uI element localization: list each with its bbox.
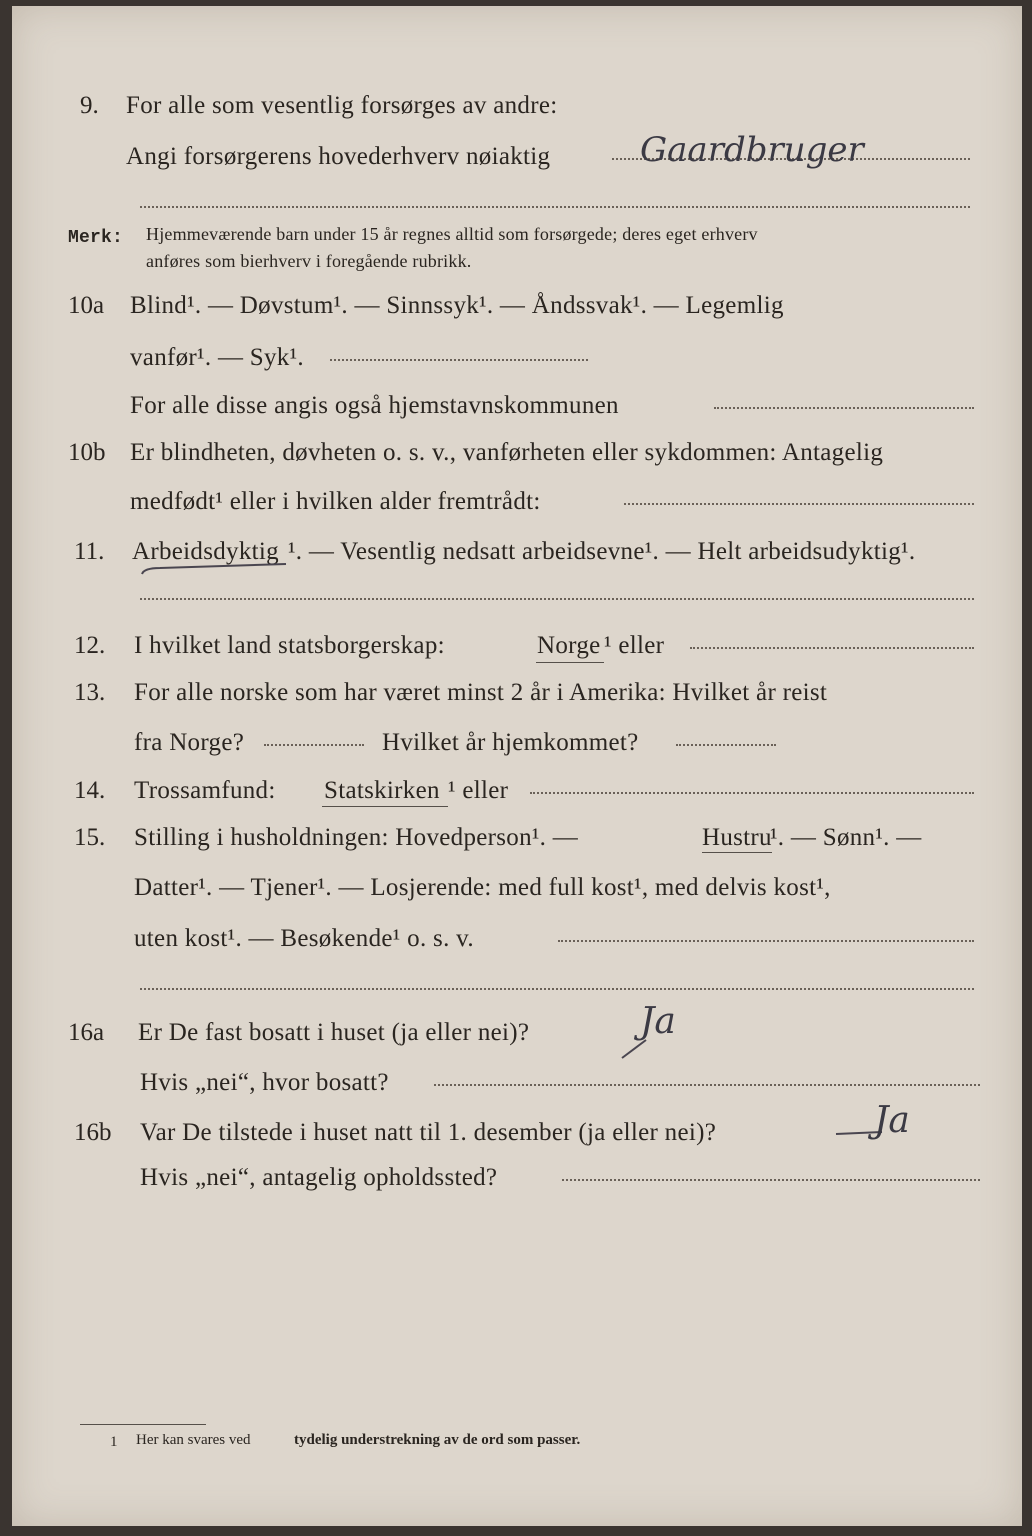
question-10a-line3: For alle disse angis også hjemstavnskommunen xyxy=(130,392,619,419)
question-15-line3: uten kost¹. — Besøkende¹ o. s. v. xyxy=(134,925,474,952)
question-13-line2a: fra Norge? xyxy=(134,729,245,756)
handwritten-underline xyxy=(140,556,290,580)
question-14-post: ¹ eller xyxy=(448,777,509,804)
answer-line xyxy=(140,206,970,208)
note-label: Merk: xyxy=(68,228,124,248)
question-15-line1a: Stilling i husholdningen: Hovedperson¹. — xyxy=(134,824,579,851)
answer-line xyxy=(330,359,588,361)
answer-line xyxy=(714,407,974,409)
footnote-mark: 1 xyxy=(110,1434,118,1450)
question-10b-line1: Er blindheten, døvheten o. s. v., vanførheten eller sykdommen: Antagelig xyxy=(130,439,884,466)
question-16b-line1: Var De tilstede i huset natt til 1. desember (ja eller nei)? xyxy=(140,1119,717,1146)
footnote-text-bold: tydelig understrekning av de ord som passer. xyxy=(294,1432,581,1448)
question-16b-line2: Hvis „nei“, antagelig opholdssted? xyxy=(140,1164,498,1191)
question-12-number: 12. xyxy=(74,632,106,659)
question-14-text: Trossamfund: xyxy=(134,777,276,804)
question-13-number: 13. xyxy=(74,679,106,706)
footnote-rule xyxy=(80,1424,206,1425)
question-16b-answer-handwriting: Ja xyxy=(874,1100,910,1141)
question-15-number: 15. xyxy=(74,824,106,851)
note-line2: anføres som bierhverv i foregående rubrikk. xyxy=(146,251,472,271)
question-9-answer-handwriting: Gaardbruger xyxy=(640,130,864,170)
question-16a-line1: Er De fast bosatt i huset (ja eller nei)? xyxy=(138,1019,530,1046)
note-line1: Hjemmeværende barn under 15 år regnes alltid som forsørgede; deres eget erhverv xyxy=(146,224,758,244)
handwritten-underline xyxy=(702,852,772,853)
question-12-text: I hvilket land statsborgerskap: xyxy=(134,632,445,659)
question-14-option-statskirken: Statskirken xyxy=(324,777,440,804)
question-10a-line1: Blind¹. — Døvstum¹. — Sinnssyk¹. — Åndssvak¹. — Legemlig xyxy=(130,292,784,319)
answer-line xyxy=(676,744,776,746)
form-page xyxy=(12,6,1022,1526)
question-14-number: 14. xyxy=(74,777,106,804)
question-12-post: ¹ eller xyxy=(604,632,665,659)
question-16a-line2: Hvis „nei“, hvor bosatt? xyxy=(140,1069,389,1096)
answer-line xyxy=(690,647,974,649)
question-16b-number: 16b xyxy=(74,1119,112,1146)
question-11-number: 11. xyxy=(74,538,105,565)
handwritten-underline xyxy=(536,662,604,663)
footnote-text: Her kan svares ved xyxy=(136,1432,251,1448)
question-15-line1b: ¹. — Sønn¹. — xyxy=(770,824,922,851)
answer-line xyxy=(434,1084,980,1086)
question-10b-line2: medfødt¹ eller i hvilken alder fremtrådt: xyxy=(130,488,541,515)
question-16a-answer-handwriting: Ja xyxy=(640,1001,676,1042)
question-10b-number: 10b xyxy=(68,439,106,466)
answer-line xyxy=(264,744,364,746)
question-11-option-arbeidsdyktig: Arbeidsdyktig xyxy=(132,538,279,565)
answer-line xyxy=(624,503,974,505)
question-16a-number: 16a xyxy=(68,1019,105,1046)
question-15-line2: Datter¹. — Tjener¹. — Losjerende: med full kost¹, med delvis kost¹, xyxy=(134,874,831,901)
answer-line xyxy=(140,598,974,600)
answer-line xyxy=(558,940,974,942)
answer-line xyxy=(562,1179,980,1181)
question-9-line2: Angi forsørgerens hovederhverv nøiaktig xyxy=(126,143,551,170)
question-15-option-hustru: Hustru xyxy=(702,824,772,851)
question-13-line2b: Hvilket år hjemkommet? xyxy=(382,729,639,756)
answer-line xyxy=(140,988,974,990)
question-9-line1: For alle som vesentlig forsørges av andre: xyxy=(126,92,558,119)
answer-line xyxy=(530,792,974,794)
question-12-option-norge: Norge xyxy=(537,632,601,659)
handwritten-underline xyxy=(322,806,448,807)
question-10a-number: 10a xyxy=(68,292,105,319)
question-10a-line2: vanfør¹. — Syk¹. xyxy=(130,344,304,371)
question-11-rest: ¹. — Vesentlig nedsatt arbeidsevne¹. — Helt arbeidsudyktig¹. xyxy=(288,538,916,565)
question-13-line1: For alle norske som har været minst 2 år i Amerika: Hvilket år reist xyxy=(134,679,828,706)
question-9-number: 9. xyxy=(80,92,99,119)
